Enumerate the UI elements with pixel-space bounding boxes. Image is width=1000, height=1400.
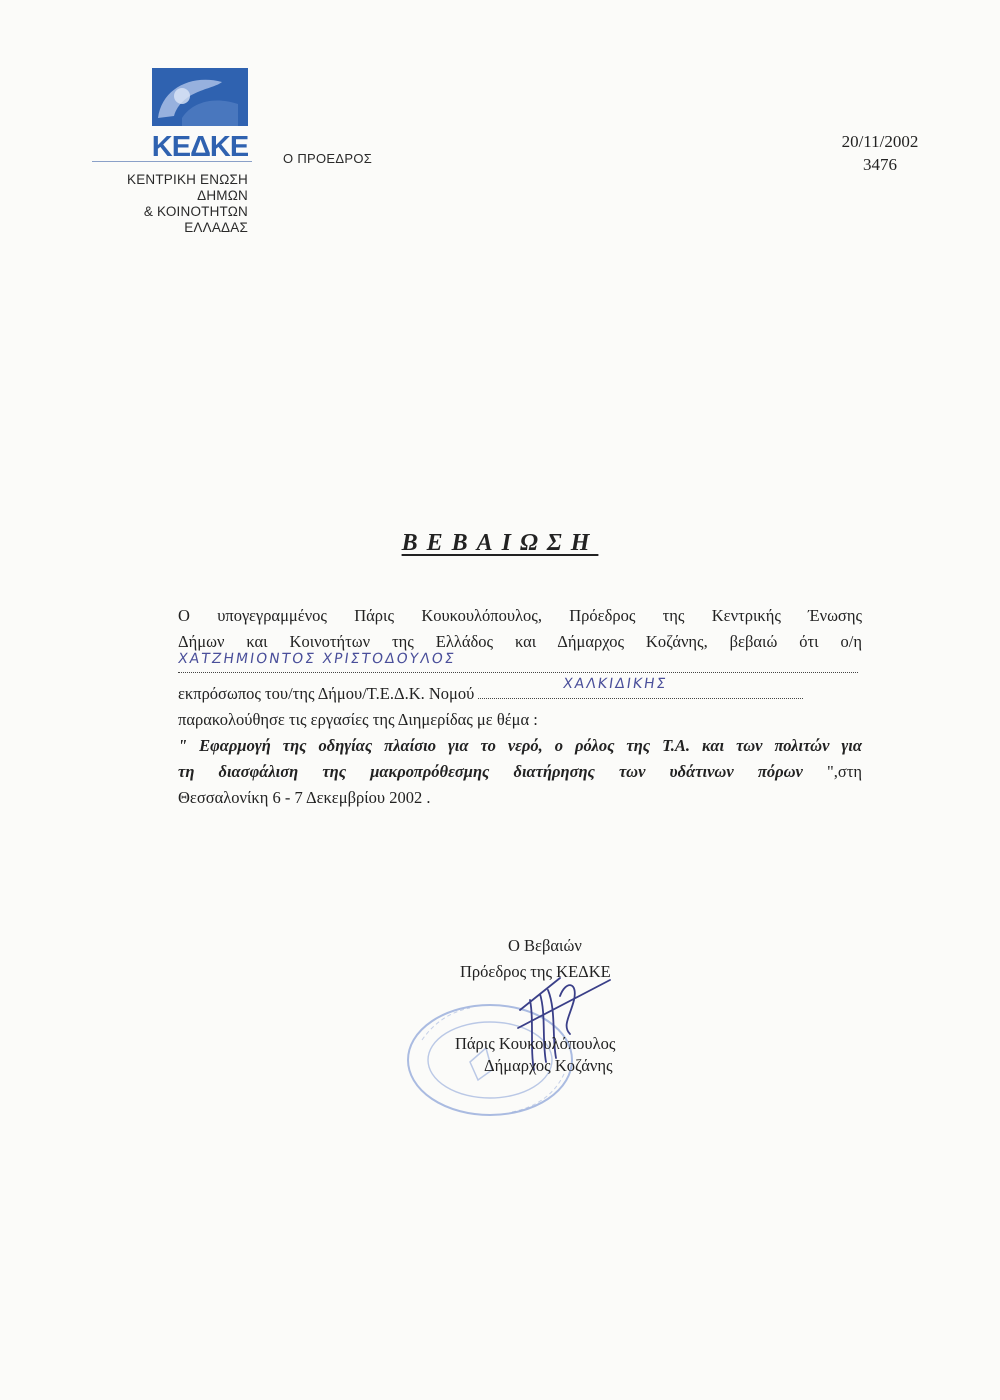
body-line-4-text: εκπρόσωπος του/της Δήμου/Τ.Ε.Δ.Κ. Νομού xyxy=(178,684,475,703)
logo-rule xyxy=(92,161,252,162)
protocol-number: 3476 xyxy=(863,155,897,174)
body-line-5: παρακολούθησε τις εργασίες της Διημερίδας με θέμα : xyxy=(178,710,538,729)
handwritten-prefecture: ΧΑΛΚΙΔΙΚΗΣ xyxy=(561,676,669,692)
date-protocol xyxy=(820,130,940,176)
org-line: ΔΗΜΩΝ xyxy=(197,188,248,203)
signer-name: Πάρις Κουκουλόπουλος xyxy=(455,1034,616,1053)
body-line-1: Ο υπογεγραμμένος Πάρις Κουκουλόπουλος, Πρόεδρος της Κεντρικής Ένωσης xyxy=(178,606,862,625)
handwritten-name: ΧΑΤΖΗΜΙΟΝΤΟΣ ΧΡΙΣΤΟΔΟΥΛΟΣ xyxy=(176,651,457,667)
org-line: ΚΕΝΤΡΙΚΗ ΕΝΩΣΗ xyxy=(126,172,248,187)
body-line-8: Θεσσαλονίκη 6 - 7 Δεκεμβρίου 2002 . xyxy=(178,788,431,807)
topic-line-2-suffix: ",στη xyxy=(802,762,862,781)
body-line-2: Δήμων και Κοινοτήτων της Ελλάδος και Δήμαρχος Κοζάνης, βεβαιώ ότι ο/η xyxy=(178,632,862,651)
topic-line-2 xyxy=(178,762,862,782)
org-line: & ΚΟΙΝΟΤΗΤΩΝ xyxy=(143,204,248,219)
topic-line-1: " Εφαρμογή της οδηγίας πλαίσιο για το νερό, ο ρόλος της Τ.Α. και των πολιτών για xyxy=(178,736,862,755)
document-title: ΒΕΒΑΙΩΣΗ xyxy=(401,530,599,556)
organization-name xyxy=(127,172,248,236)
document-date: 20/11/2002 xyxy=(841,132,919,151)
signer-title: Δήμαρχος Κοζάνης xyxy=(484,1056,613,1075)
logo-text: ΚΕΔΚΕ xyxy=(152,131,248,160)
org-line: ΕΛΛΑΔΑΣ xyxy=(184,220,248,235)
signature-line-2: Πρόεδρος της ΚΕΔΚΕ xyxy=(460,962,611,981)
signature-line-1: Ο Βεβαιών xyxy=(508,936,582,955)
topic-line-2-text: τη διασφάλιση της μακροπρόθεσμης διατήρησης των υδάτινων πόρων xyxy=(178,762,803,781)
kedke-logo xyxy=(152,68,248,160)
president-label: Ο ΠΡΟΕΔΡΟΣ xyxy=(283,151,373,166)
body-line-4 xyxy=(178,684,803,704)
